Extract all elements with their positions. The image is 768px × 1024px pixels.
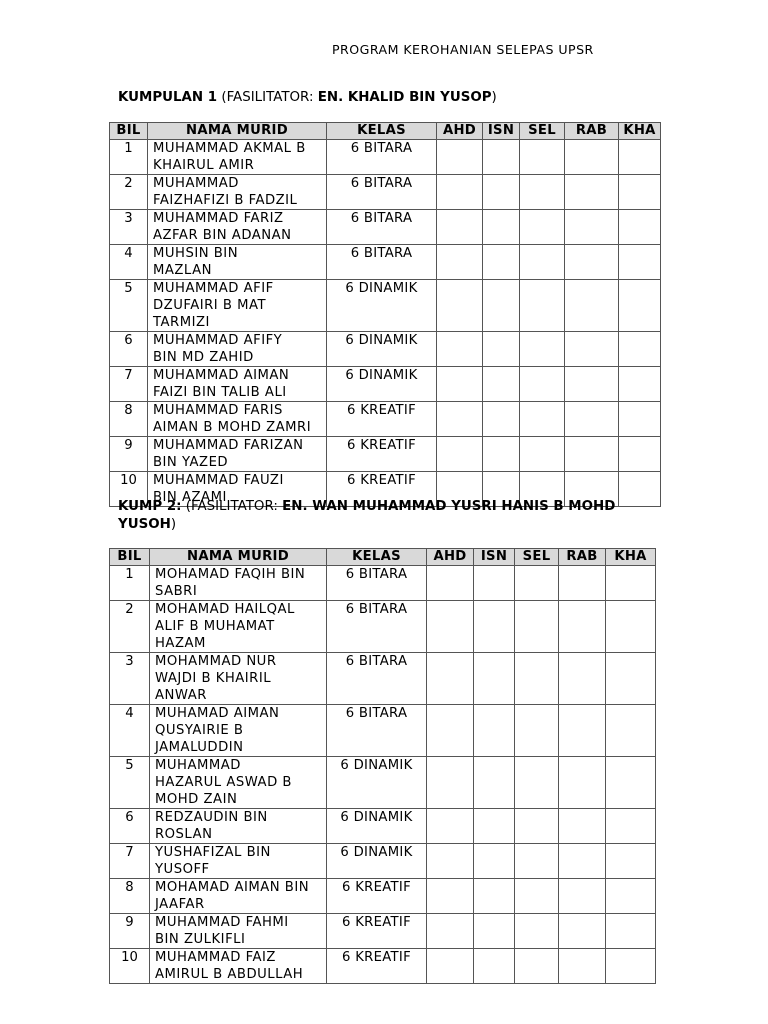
student-name [150,705,327,757]
attendance-cell-isn [483,245,520,280]
column-header-kha: KHA [606,549,656,566]
student-name-line: HAZAM [155,636,206,651]
attendance-cell-rab [559,653,606,705]
attendance-cell-sel [515,653,559,705]
attendance-cell-rab [565,175,619,210]
attendance-cell-kha [606,879,656,914]
attendance-cell-ahd [437,175,483,210]
table-row [110,914,656,949]
column-header-rab: RAB [565,123,619,140]
attendance-cell-kha [619,210,661,245]
student-name [148,175,327,210]
student-name-line: MUHAMMAD FAIZ [155,950,276,965]
student-name-line: JAAFAR [155,897,205,912]
table-row [110,210,661,245]
student-name-line: ROSLAN [155,827,213,842]
class-name: 6 DINAMIK [327,757,427,809]
attendance-cell-ahd [427,949,474,984]
class-name: 6 BITARA [327,175,437,210]
facilitator-suffix: ) [491,90,497,105]
attendance-cell-rab [565,210,619,245]
attendance-cell-sel [515,601,559,653]
student-name [148,332,327,367]
student-name [148,245,327,280]
attendance-cell-isn [474,705,515,757]
attendance-cell-isn [483,437,520,472]
student-name-line: BIN AZAMI [153,490,227,505]
student-name-line: MOHAMAD AIMAN BIN [155,880,310,895]
attendance-cell-rab [565,140,619,175]
attendance-cell-isn [474,949,515,984]
row-number: 6 [110,332,148,367]
student-name-line: MOHAMAD HAILQAL [155,602,295,617]
student-name [150,653,327,705]
table-row [110,566,656,601]
row-number: 4 [110,705,150,757]
student-name [150,949,327,984]
attendance-cell-sel [520,402,565,437]
attendance-cell-rab [559,705,606,757]
student-name [148,402,327,437]
row-number: 9 [110,437,148,472]
student-name-line: MOHAMMAD NUR [155,654,277,669]
attendance-cell-kha [606,844,656,879]
row-number: 3 [110,210,148,245]
attendance-cell-ahd [427,844,474,879]
column-header-bil: BIL [110,549,150,566]
student-name [148,140,327,175]
table-row [110,601,656,653]
class-name: 6 KREATIF [327,914,427,949]
attendance-cell-sel [515,566,559,601]
facilitator-suffix: ) [170,517,177,532]
attendance-cell-isn [474,757,515,809]
attendance-cell-kha [606,809,656,844]
attendance-cell-sel [520,140,565,175]
attendance-cell-ahd [427,757,474,809]
attendance-cell-isn [483,210,520,245]
column-header-isn: ISN [483,123,520,140]
student-name-line: YUSHAFIZAL BIN [155,845,271,860]
student-name [150,844,327,879]
student-name-line: SABRI [155,584,198,599]
attendance-cell-ahd [427,601,474,653]
row-number: 2 [110,175,148,210]
student-name-line: YUSOFF [155,862,210,877]
facilitator-prefix: (FASILITATOR: [181,499,283,514]
table-row [110,245,661,280]
student-name-line: HAZARUL ASWAD B [155,775,292,790]
column-header-nama-murid: NAMA MURID [150,549,327,566]
attendance-cell-kha [606,949,656,984]
class-name: 6 KREATIF [327,879,427,914]
class-name: 6 KREATIF [327,437,437,472]
student-name-line: MUHAMAD AIMAN [155,706,280,721]
attendance-cell-sel [520,210,565,245]
student-name [150,601,327,653]
attendance-cell-isn [474,844,515,879]
attendance-cell-isn [474,653,515,705]
column-header-kelas: KELAS [327,549,427,566]
column-header-sel: SEL [515,549,559,566]
row-number: 8 [110,879,150,914]
attendance-cell-kha [619,280,661,332]
attendance-cell-isn [474,914,515,949]
table-row [110,879,656,914]
attendance-cell-kha [619,437,661,472]
attendance-cell-ahd [437,367,483,402]
row-number: 5 [110,757,150,809]
attendance-cell-kha [619,367,661,402]
student-name-line: JAMALUDDIN [155,740,244,755]
attendance-cell-ahd [437,402,483,437]
student-name-line: MUHAMMAD AKMAL B [153,141,306,156]
row-number: 1 [110,140,148,175]
class-name: 6 DINAMIK [327,367,437,402]
class-name: 6 BITARA [327,566,427,601]
table-row [110,402,661,437]
attendance-cell-sel [515,757,559,809]
group-1-label: KUMPULAN 1 [118,90,218,105]
student-name-line: MUHAMMAD AIMAN [153,368,290,383]
group-1-table [109,122,661,507]
attendance-cell-kha [606,705,656,757]
attendance-cell-sel [515,914,559,949]
student-name-line: WAJDI B KHAIRIL [155,671,272,686]
table-row [110,844,656,879]
class-name: 6 BITARA [327,210,437,245]
student-name [148,437,327,472]
facilitator-prefix: (FASILITATOR: [217,90,318,105]
student-name-line: MUHAMMAD AFIF [153,281,274,296]
attendance-cell-kha [606,914,656,949]
row-number: 10 [110,949,150,984]
attendance-cell-isn [483,280,520,332]
student-name-line: MUHAMMAD FAUZI [153,473,284,488]
attendance-cell-rab [559,949,606,984]
attendance-cell-sel [515,949,559,984]
attendance-cell-kha [606,653,656,705]
table-row [110,705,656,757]
attendance-cell-ahd [427,809,474,844]
attendance-cell-rab [565,245,619,280]
class-name: 6 BITARA [327,653,427,705]
attendance-cell-rab [565,280,619,332]
student-name-line: MOHD ZAIN [155,792,238,807]
student-name [150,914,327,949]
attendance-cell-ahd [427,705,474,757]
student-name-line: MUHAMMAD [153,176,239,191]
student-name-line: FAIZI BIN TALIB ALI [153,385,287,400]
row-number: 7 [110,844,150,879]
row-number: 5 [110,280,148,332]
group-1-facilitator: EN. KHALID BIN YUSOP [317,90,492,105]
row-number: 7 [110,367,148,402]
table-header-row [110,123,661,140]
attendance-cell-ahd [437,280,483,332]
table-row [110,332,661,367]
student-name-line: DZUFAIRI B MAT [153,298,267,313]
student-name [150,566,327,601]
table-row [110,757,656,809]
attendance-cell-sel [520,437,565,472]
class-name: 6 BITARA [327,705,427,757]
table-row [110,949,656,984]
class-name: 6 DINAMIK [327,809,427,844]
attendance-cell-ahd [437,210,483,245]
attendance-cell-isn [474,566,515,601]
attendance-cell-ahd [427,566,474,601]
attendance-cell-isn [483,140,520,175]
attendance-cell-ahd [437,140,483,175]
student-name-line: ANWAR [155,688,207,703]
row-number: 1 [110,566,150,601]
attendance-cell-sel [520,367,565,402]
attendance-cell-sel [515,844,559,879]
table-header-row [110,549,656,566]
student-name-line: AZFAR BIN ADANAN [153,228,292,243]
table-row [110,367,661,402]
group-2-title [118,498,658,534]
column-header-kelas: KELAS [327,123,437,140]
attendance-cell-kha [606,566,656,601]
attendance-cell-ahd [437,245,483,280]
class-name: 6 DINAMIK [327,280,437,332]
column-header-kha: KHA [619,123,661,140]
attendance-cell-isn [474,601,515,653]
group-2-facilitator: EN. WAN MUHAMMAD YUSRI HANIS B MOHD YUSOH [118,499,616,532]
student-name-line: QUSYAIRIE B [155,723,244,738]
attendance-cell-ahd [437,437,483,472]
class-name: 6 DINAMIK [327,844,427,879]
attendance-cell-isn [483,332,520,367]
group-2-table [109,548,656,984]
row-number: 10 [110,472,148,507]
attendance-cell-kha [619,245,661,280]
table-row [110,140,661,175]
student-name-line: BIN MD ZAHID [153,350,254,365]
attendance-cell-kha [606,601,656,653]
student-name-line: FAIZHAFIZI B FADZIL [153,193,298,208]
attendance-cell-rab [565,367,619,402]
attendance-cell-rab [559,844,606,879]
attendance-cell-sel [520,280,565,332]
student-name-line: MUHSIN BIN [153,246,239,261]
row-number: 4 [110,245,148,280]
student-name-line: REDZAUDIN BIN [155,810,268,825]
student-name-line: ALIF B MUHAMAT [155,619,275,634]
attendance-cell-ahd [427,879,474,914]
attendance-cell-kha [619,402,661,437]
table-row [110,175,661,210]
attendance-cell-sel [520,332,565,367]
table-row [110,809,656,844]
attendance-cell-rab [559,809,606,844]
student-name-line: MUHAMMAD FARIS [153,403,283,418]
attendance-cell-isn [474,879,515,914]
row-number: 9 [110,914,150,949]
attendance-cell-sel [515,879,559,914]
attendance-cell-isn [483,402,520,437]
program-title: PROGRAM KEROHANIAN SELEPAS UPSR [332,42,594,57]
table-row [110,653,656,705]
student-name-line: TARMIZI [153,315,210,330]
attendance-cell-isn [474,809,515,844]
attendance-cell-rab [559,914,606,949]
class-name: 6 KREATIF [327,472,437,507]
table-row [110,437,661,472]
class-name: 6 KREATIF [327,402,437,437]
student-name-line: AMIRUL B ABDULLAH [155,967,304,982]
student-name [150,809,327,844]
student-name-line: MOHAMAD FAQIH BIN [155,567,306,582]
student-name-line: MUHAMMAD FAHMI [155,915,289,930]
student-name-line: BIN ZULKIFLI [155,932,246,947]
student-name-line: MUHAMMAD FARIZ [153,211,284,226]
student-name [150,757,327,809]
attendance-cell-rab [565,437,619,472]
attendance-cell-ahd [437,332,483,367]
student-name-line: MUHAMMAD FARIZAN [153,438,304,453]
attendance-cell-ahd [427,653,474,705]
student-name [148,210,327,245]
row-number: 3 [110,653,150,705]
class-name: 6 BITARA [327,140,437,175]
attendance-cell-rab [559,757,606,809]
attendance-cell-rab [559,879,606,914]
student-name-line: AIMAN B MOHD ZAMRI [153,420,312,435]
row-number: 6 [110,809,150,844]
attendance-cell-sel [520,175,565,210]
group-1-title [118,89,658,107]
class-name: 6 BITARA [327,245,437,280]
attendance-cell-ahd [427,914,474,949]
attendance-cell-kha [619,175,661,210]
attendance-cell-isn [483,175,520,210]
column-header-ahd: AHD [437,123,483,140]
attendance-cell-sel [520,245,565,280]
column-header-isn: ISN [474,549,515,566]
column-header-ahd: AHD [427,549,474,566]
class-name: 6 KREATIF [327,949,427,984]
attendance-cell-rab [565,402,619,437]
column-header-nama-murid: NAMA MURID [148,123,327,140]
group-2-label: KUMP 2: [118,499,182,514]
class-name: 6 BITARA [327,601,427,653]
student-name [148,280,327,332]
student-name-line: MUHAMMAD [155,758,241,773]
column-header-bil: BIL [110,123,148,140]
attendance-cell-sel [515,705,559,757]
student-name-line: MAZLAN [153,263,212,278]
attendance-cell-kha [606,757,656,809]
attendance-cell-kha [619,140,661,175]
attendance-cell-rab [559,566,606,601]
attendance-cell-isn [483,367,520,402]
student-name-line: MUHAMMAD AFIFY [153,333,283,348]
class-name: 6 DINAMIK [327,332,437,367]
column-header-sel: SEL [520,123,565,140]
row-number: 2 [110,601,150,653]
attendance-cell-kha [619,332,661,367]
row-number: 8 [110,402,148,437]
column-header-rab: RAB [559,549,606,566]
student-name-line: BIN YAZED [153,455,229,470]
table-row [110,280,661,332]
student-name-line: KHAIRUL AMIR [153,158,255,173]
attendance-cell-rab [565,332,619,367]
attendance-cell-rab [559,601,606,653]
student-name [150,879,327,914]
student-name [148,367,327,402]
attendance-cell-sel [515,809,559,844]
